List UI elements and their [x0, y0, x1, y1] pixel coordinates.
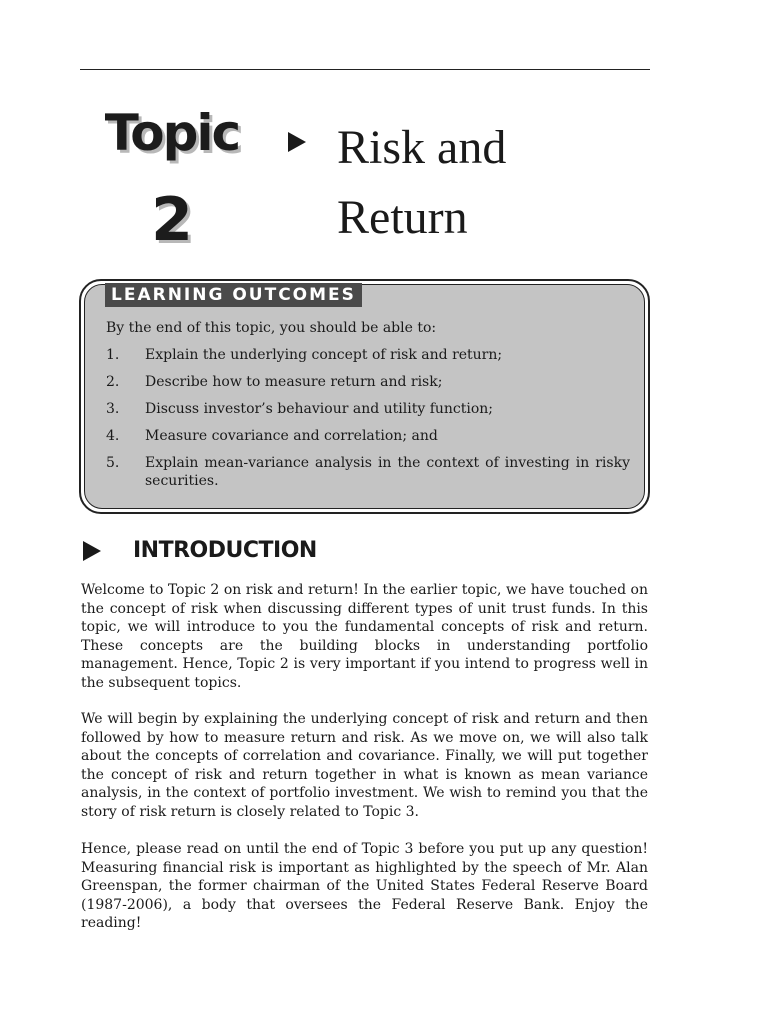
- introduction-paragraph: We will begin by explaining the underlying concept of risk and return and then followed by how to measure return and risk. As we move on, we will also talk about the concepts of correlation and covariance. Finally, we will put together the concept of risk and return together in what is known as mean variance analysis, in the context of portfolio investment. We wish to remind you that the story of risk return is closely related to Topic 3.: [81, 711, 648, 820]
- outcome-number: 2.: [106, 374, 120, 390]
- header-rule: [80, 69, 650, 70]
- learning-outcomes-intro: By the end of this topic, you should be able to:: [106, 320, 437, 336]
- introduction-paragraph: Hence, please read on until the end of Topic 3 before you put up any question! Measuring financial risk is important as highlighted by the speech of Mr. Alan Greenspan, the former chairman of the United States Federal Reserve Board (1987-2006), a body that oversees the Federal Reserve Bank. Enjoy the reading!: [81, 841, 648, 931]
- outcome-text: Explain the underlying concept of risk and return;: [145, 347, 503, 363]
- outcome-text: Measure covariance and correlation; and: [145, 428, 438, 444]
- right-triangle-icon: [286, 130, 308, 154]
- topic-title-line2: Return: [337, 191, 468, 244]
- right-triangle-icon: [82, 540, 102, 562]
- outcome-number: 1.: [106, 347, 120, 363]
- outcome-text: Describe how to measure return and risk;: [145, 374, 443, 390]
- topic-title: [337, 113, 637, 253]
- learning-outcomes-heading: LEARNING OUTCOMES: [105, 283, 362, 307]
- topic-label: Topic: [104, 104, 240, 162]
- introduction-heading: INTRODUCTION: [133, 538, 317, 563]
- topic-number: 2: [151, 185, 193, 255]
- outcome-text: Explain mean-variance analysis in the context of investing in risky securities.: [145, 455, 630, 489]
- outcome-number: 3.: [106, 401, 120, 417]
- outcome-number: 5.: [106, 455, 120, 471]
- outcome-number: 4.: [106, 428, 120, 444]
- introduction-paragraph: Welcome to Topic 2 on risk and return! In the earlier topic, we have touched on the concept of risk when discussing different types of unit trust funds. In this topic, we will introduce to you the fundamental concepts of risk and return. These concepts are the building blocks in understanding portfolio management. Hence, Topic 2 is very important if you intend to progress well in the subsequent topics.: [81, 582, 648, 691]
- topic-title-line1: Risk and: [337, 121, 507, 174]
- outcome-text: Discuss investor’s behaviour and utility function;: [145, 401, 494, 417]
